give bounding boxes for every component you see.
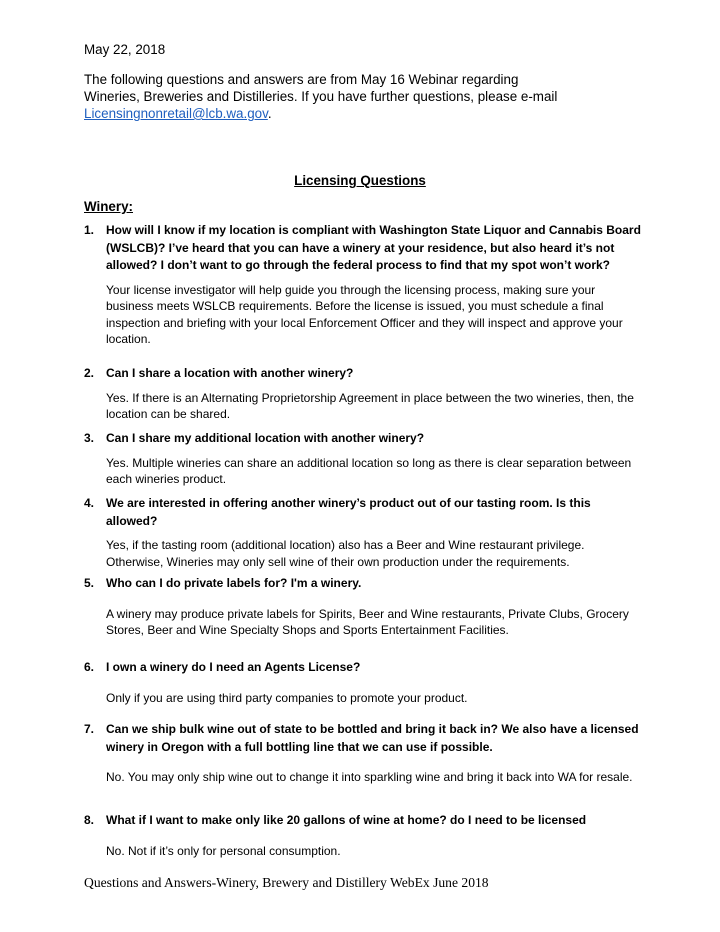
intro-period: . (267, 106, 272, 121)
question-text: Who can I do private labels for? I'm a winery. (106, 576, 362, 590)
intro-paragraph (84, 71, 644, 122)
question-text: I own a winery do I need an Agents License? (106, 660, 361, 674)
intro-line-1: The following questions and answers are from May 16 Webinar regarding (84, 72, 519, 87)
question-number: 7. (84, 722, 95, 736)
answer-1: Your license investigator will help guide you through the licensing process, making sure your business meets WSLCB requirements. Before the license is issued, you must schedule a final inspection and briefing with your local Enforcement Officer and they will inspect and approve your location. (106, 282, 623, 346)
answer-2: Yes. If there is an Alternating Proprietorship Agreement in place between the two wineries, then, the location can be shared. (106, 390, 634, 421)
question-number: 1. (84, 223, 95, 237)
question-8 (84, 812, 644, 830)
question-number: 2. (84, 366, 95, 380)
answer-8: No. Not if it’s only for personal consumption. (106, 843, 341, 858)
question-4 (84, 495, 644, 530)
question-text: Can we ship bulk wine out of state to be bottled and bring it back in? We also have a licensed winery in Oregon with a full bottling line that we can use if possible. (106, 722, 639, 754)
question-number: 6. (84, 660, 95, 674)
question-6 (84, 659, 644, 677)
intro-line-2: Wineries, Breweries and Distilleries. If you have further questions, please e-mail (84, 89, 558, 104)
answer-6: Only if you are using third party companies to promote your product. (106, 690, 468, 705)
question-7 (84, 721, 644, 756)
email-link[interactable]: Licensingnonretail@lcb.wa.gov (84, 106, 268, 121)
question-text: What if I want to make only like 20 gallons of wine at home? do I need to be licensed (106, 813, 587, 827)
question-1 (84, 222, 644, 275)
answer-7: No. You may only ship wine out to change it into sparkling wine and bring it back into WA for resale. (106, 770, 633, 784)
question-3 (84, 430, 644, 448)
question-text: Can I share a location with another winery? (106, 366, 354, 380)
page-footer: Questions and Answers-Winery, Brewery and Distillery WebEx June 2018 (84, 875, 489, 890)
answer-3: Yes. Multiple wineries can share an additional location so long as there is clear separation between each wineries product. (106, 455, 632, 486)
question-text: Can I share my additional location with another winery? (106, 431, 425, 445)
intro-line-3 (84, 105, 644, 122)
section-heading-winery: Winery: (84, 199, 133, 214)
question-number: 4. (84, 496, 95, 510)
qa-item-5 (84, 575, 644, 639)
qa-item-1 (84, 222, 644, 348)
question-number: 8. (84, 813, 95, 827)
qa-item-3 (84, 430, 644, 488)
qa-item-7 (84, 721, 644, 786)
answer-4: Yes, if the tasting room (additional location) also has a Beer and Wine restaurant privilege. Otherwise, Wineries may only sell wine of their own production under the requirements. (106, 538, 585, 569)
document-date: May 22, 2018 (84, 42, 166, 57)
question-2 (84, 365, 644, 383)
qa-item-6 (84, 659, 644, 706)
qa-item-4 (84, 495, 644, 570)
question-text: How will I know if my location is compliant with Washington State Liquor and Cannabis Board (WSLCB)? I’ve heard that you can have a winery at your residence, but also heard it’s not allowed? I don’t want to go through the federal process to find that my spot won’t work? (106, 223, 641, 272)
answer-5: A winery may produce private labels for Spirits, Beer and Wine restaurants, Private Clubs, Grocery Stores, Beer and Wine Specialty Shops and Sports Entertainment Facilities. (106, 606, 629, 637)
qa-item-2 (84, 365, 644, 423)
question-5 (84, 575, 644, 593)
question-number: 5. (84, 576, 95, 590)
question-text: We are interested in offering another winery’s product out of our tasting room. Is this allowed? (106, 496, 591, 528)
page-title: Licensing Questions (294, 173, 426, 188)
qa-item-8 (84, 812, 644, 859)
question-number: 3. (84, 431, 95, 445)
